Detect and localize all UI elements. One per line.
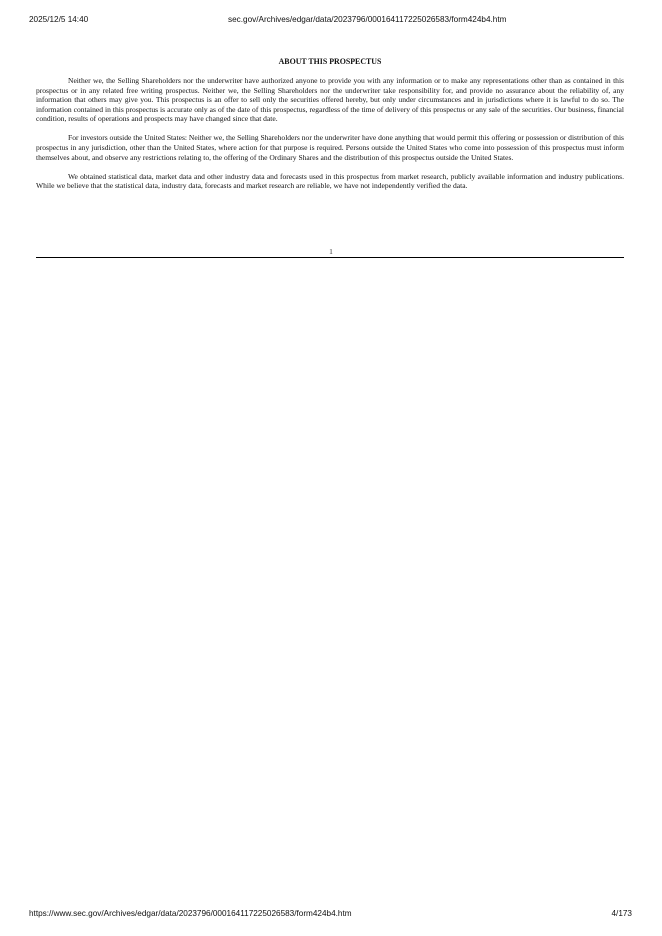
page-number: 1 (329, 247, 333, 256)
print-header (0, 15, 662, 27)
print-page-count: 4/173 (611, 909, 632, 918)
print-url: https://www.sec.gov/Archives/edgar/data/2023796/000164117225026583/form424b4.htm (29, 909, 352, 918)
section-heading: ABOUT THIS PROSPECTUS (278, 57, 382, 66)
paragraph-industry-data: We obtained statistical data, market data and other industry data and forecasts used in this prospectus from market research, publicly available information and industry publications. While we believe that the statistical data, industry data, forecasts and market research are reliable, we have not independently verified the data. (36, 171, 624, 191)
paragraph-investors-outside-us: For investors outside the United States: Neither we, the Selling Shareholders nor the underwriter have done anything that would permit this offering or possession or distribution of this prospectus in any jurisdiction, other than the United States, where action for that purpose is required. Persons outside the United States who come into possession of this prospectus must inform themselves about, and observe any restrictions relating to, the offering of the Ordinary Shares and the distribution of this prospectus outside the United States. (36, 133, 624, 162)
document-body (36, 57, 624, 200)
print-page-title: sec.gov/Archives/edgar/data/2023796/000164117225026583/form424b4.htm (228, 15, 507, 24)
print-datetime: 2025/12/5 14:40 (29, 15, 89, 24)
print-footer (0, 909, 662, 921)
paragraph-authorization: Neither we, the Selling Shareholders nor the underwriter have authorized anyone to provide you with any information or to make any representations other than as contained in this prospectus or in any related free writing prospectus. Neither we, the Selling Shareholders nor the underwriter take responsibility for, and provide no assurance about the reliability of, any information that others may give you. This prospectus is an offer to sell only the securities offered hereby, but only under circumstances and in jurisdictions where it is lawful to do so. The information contained in this prospectus is accurate only as of the date of this prospectus, regardless of the time of delivery of this prospectus or any sale of the securities. Our business, financial condition, results of operations and prospects may have changed since that date. (36, 76, 624, 124)
page-divider (36, 257, 624, 258)
